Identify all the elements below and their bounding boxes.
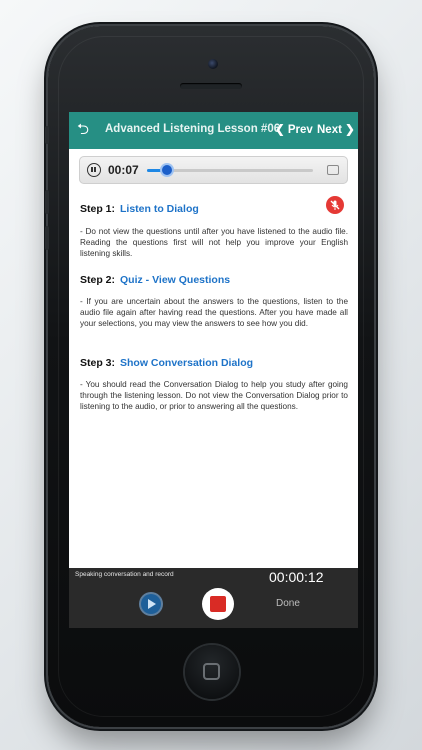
back-arrow-icon[interactable]: ⮌ (77, 121, 90, 138)
listen-to-dialog-link[interactable]: Listen to Dialog (120, 203, 199, 215)
step-3-label: Step 3: (80, 357, 116, 369)
record-panel (69, 568, 358, 628)
audio-route-icon[interactable] (327, 165, 339, 175)
progress-thumb[interactable] (162, 165, 172, 175)
prev-button[interactable]: ❮ Prev (275, 124, 313, 136)
mic-off-icon[interactable] (326, 196, 344, 214)
earpiece-speaker (180, 83, 242, 89)
home-button-icon (203, 663, 220, 680)
step-2-label: Step 2: (80, 274, 116, 286)
show-conversation-dialog-link[interactable]: Show Conversation Dialog (120, 357, 254, 369)
step-1-text: - Do not view the questions until after you have listened to the audio file. Reading the questions first will not help you improve your English listening skills. (80, 227, 348, 258)
step-3-heading (80, 357, 253, 369)
record-label: Speaking conversation and record (75, 571, 174, 578)
record-timer: 00:00:12 (269, 569, 324, 585)
step-3-text: - You should read the Conversation Dialog to help you study after going through the listening lesson. Do not view the Conversation Dialog prior to listening to the audio, or prior to answering all the questions. (80, 380, 348, 411)
done-button[interactable]: Done (276, 598, 300, 609)
step-2-text: - If you are uncertain about the answers to the questions, listen to the audio file again after having read the questions. After you have made all your selections, you may view the answers to see how you did. (80, 297, 348, 328)
next-button[interactable]: Next ❯ (317, 124, 355, 136)
lesson-title: Advanced Listening Lesson #06 (105, 123, 281, 135)
volume-up-button (45, 190, 49, 214)
front-camera (208, 59, 218, 69)
step-1-heading (80, 203, 199, 215)
step-2-heading (80, 274, 230, 286)
view-questions-link[interactable]: Quiz - View Questions (120, 274, 231, 286)
stop-record-icon[interactable] (202, 588, 234, 620)
playback-time: 00:07 (108, 163, 139, 177)
app-screen (69, 112, 358, 628)
pause-icon[interactable] (87, 163, 101, 177)
mute-switch (45, 126, 49, 144)
step-1-label: Step 1: (80, 203, 116, 215)
volume-down-button (45, 226, 49, 250)
progress-track[interactable] (147, 169, 313, 172)
play-icon[interactable] (141, 594, 161, 614)
audio-player (79, 156, 348, 184)
nav-bar (69, 112, 358, 149)
home-button[interactable] (185, 645, 239, 699)
